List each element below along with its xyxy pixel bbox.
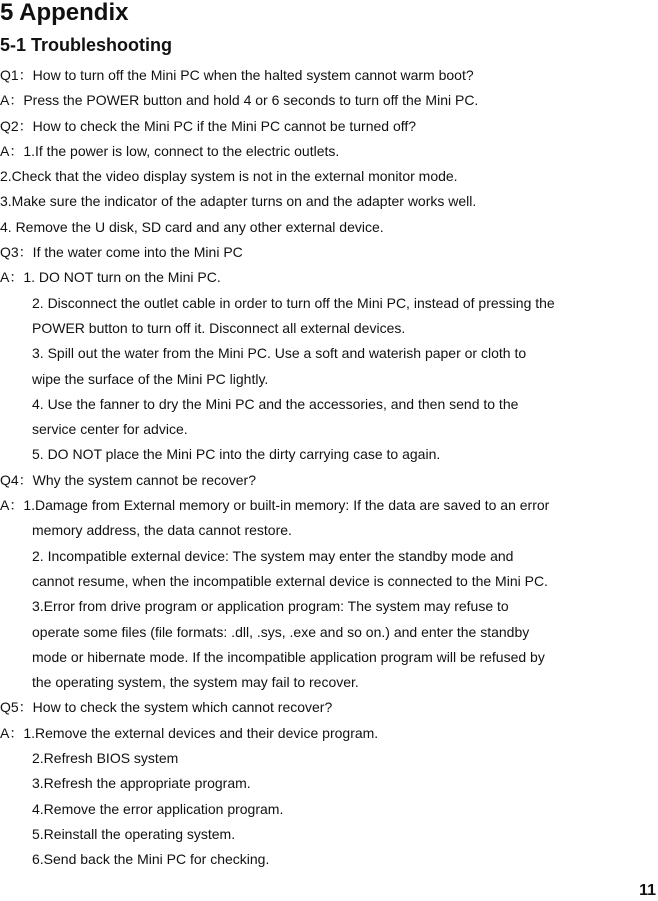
answer-line: A：1.If the power is low, connect to the electric outlets. xyxy=(0,142,340,159)
answer-line: POWER button to turn off it. Disconnect all external devices. xyxy=(32,319,406,336)
answer-line: 4.Remove the error application program. xyxy=(32,800,284,817)
question-line: Q4：Why the system cannot be recover? xyxy=(0,471,256,488)
answer-line: A：1.Damage from External memory or built-in memory: If the data are saved to an error xyxy=(0,497,550,514)
page-number: 11 xyxy=(639,882,656,899)
answer-line: the operating system, the system may fail to recover. xyxy=(32,674,359,691)
answer-line: 3. Spill out the water from the Mini PC. Use a soft and waterish paper or cloth to xyxy=(32,345,527,362)
question-line: Q3：If the water come into the Mini PC xyxy=(0,244,243,261)
answer-line: 2. Incompatible external device: The system may enter the standby mode and xyxy=(32,547,514,564)
answer-line: 5.Reinstall the operating system. xyxy=(32,825,236,842)
answer-line: memory address, the data cannot restore. xyxy=(32,522,292,539)
answer-line: 2.Refresh BIOS system xyxy=(32,750,179,767)
answer-line: A：1. DO NOT turn on the Mini PC. xyxy=(0,269,221,286)
question-line: Q5：How to check the system which cannot recover? xyxy=(0,699,333,716)
answer-line: wipe the surface of the Mini PC lightly. xyxy=(32,370,269,387)
answer-line: 3.Make sure the indicator of the adapter turns on and the adapter works well. xyxy=(0,193,477,210)
answer-line: cannot resume, when the incompatible external device is connected to the Mini PC. xyxy=(32,572,548,589)
section-heading: 5 Appendix xyxy=(0,0,129,26)
subsection-heading: 5-1 Troubleshooting xyxy=(0,35,173,55)
answer-line: service center for advice. xyxy=(32,421,188,438)
answer-line: 4. Remove the U disk, SD card and any other external device. xyxy=(0,218,384,235)
question-line: Q1：How to turn off the Mini PC when the halted system cannot warm boot? xyxy=(0,67,474,83)
answer-line: A：Press the POWER button and hold 4 or 6 seconds to turn off the Mini PC. xyxy=(0,92,479,109)
answer-line: mode or hibernate mode. If the incompatible application program will be refused by xyxy=(32,648,545,665)
answer-line: operate some files (file formats: .dll, .sys, .exe and so on.) and enter the standby xyxy=(32,623,530,640)
answer-line: 4. Use the fanner to dry the Mini PC and the accessories, and then send to the xyxy=(32,395,519,412)
answer-line: 3.Refresh the appropriate program. xyxy=(32,775,251,792)
answer-line: 2.Check that the video display system is not in the external monitor mode. xyxy=(0,168,458,185)
answer-line: 5. DO NOT place the Mini PC into the dirty carrying case to again. xyxy=(32,446,441,463)
answer-line: 6.Send back the Mini PC for checking. xyxy=(32,851,270,868)
answer-line: A：1.Remove the external devices and their device program. xyxy=(0,724,379,741)
answer-line: 3.Error from drive program or application program: The system may refuse to xyxy=(32,598,509,615)
question-line: Q2：How to check the Mini PC if the Mini PC cannot be turned off? xyxy=(0,117,417,134)
troubleshooting-body xyxy=(0,63,658,873)
answer-line: 2. Disconnect the outlet cable in order to turn off the Mini PC, instead of pressing the xyxy=(32,294,555,311)
